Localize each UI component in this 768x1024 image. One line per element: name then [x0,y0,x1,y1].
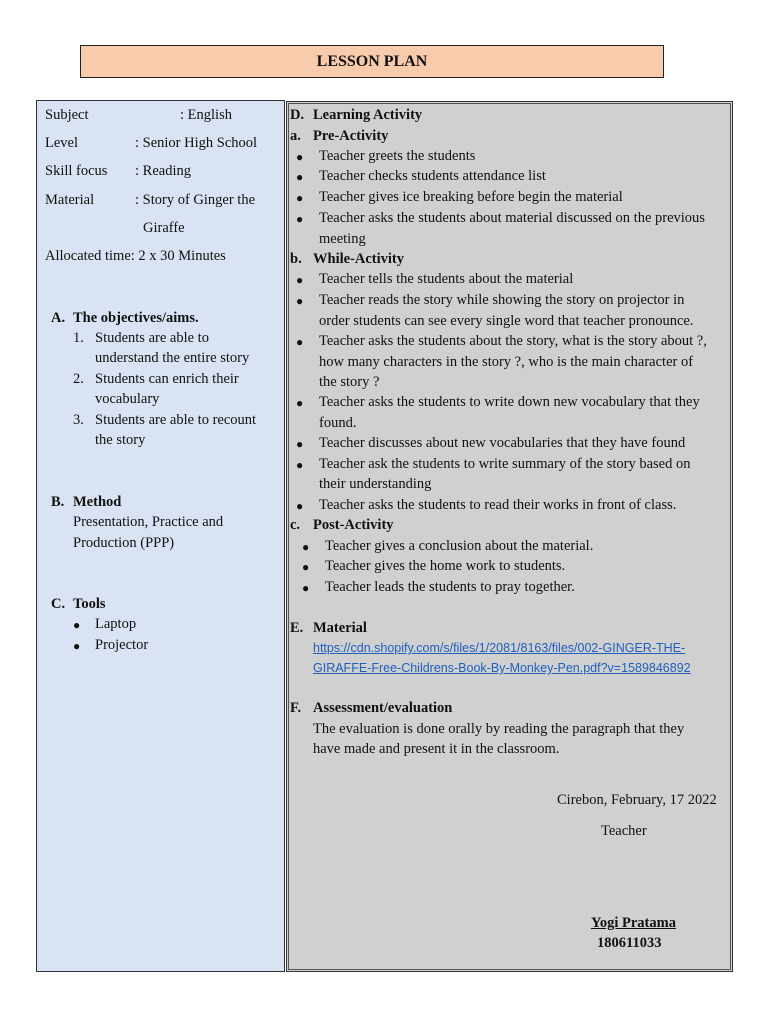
left-column [36,100,285,972]
teacher-id: 180611033 [597,935,662,951]
activity-item-cont: found. [319,415,357,431]
activity-item-cont: order students can see every single word that teacher pronounce. [319,313,694,329]
activity-item: Teacher tells the students about the material [319,271,574,287]
pre-activity-heading: Pre-Activity [313,128,389,144]
learning-letter: D. [290,107,305,123]
tool-item: Projector [95,637,149,653]
bullet-icon: ● [296,150,304,164]
objective-text: the story [95,432,146,448]
activity-item: Teacher gives the home work to students. [325,558,566,574]
bullet-icon: ● [296,499,304,513]
while-activity-letter: b. [290,251,302,267]
material-label: Material [45,192,95,208]
allocated-time: Allocated time: 2 x 30 Minutes [45,248,226,264]
subject-value: : English [180,107,232,123]
post-activity-letter: c. [290,517,301,533]
activity-item: Teacher greets the students [319,148,476,164]
objective-text: vocabulary [95,391,160,407]
assessment-letter: F. [290,700,302,716]
objective-text: Students can enrich their [95,371,239,387]
right-column [286,101,733,972]
activity-item: Teacher gives ice breaking before begin the material [319,189,623,205]
activity-item: Teacher reads the story while showing the story on projector in [319,292,685,308]
objectives-heading: The objectives/aims. [73,310,199,326]
page-title: LESSON PLAN [80,45,664,78]
activity-item: Teacher asks the students to write down new vocabulary that they [319,394,700,410]
tools-letter: C. [51,596,66,612]
activity-item: Teacher asks the students about material discussed on the previous [319,210,705,226]
teacher-name: Yogi Pratama [591,915,676,931]
tool-item: Laptop [95,616,137,632]
learning-heading: Learning Activity [313,107,423,123]
assessment-heading: Assessment/evaluation [313,700,453,716]
activity-item: Teacher leads the students to pray together. [325,579,575,595]
bullet-icon: ● [296,273,304,287]
bullet-icon: ● [73,618,81,632]
post-activity-heading: Post-Activity [313,517,394,533]
material-section-heading: Material [313,620,367,636]
method-text: Presentation, Practice and [73,514,224,530]
bullet-icon: ● [302,540,310,554]
place-date: Cirebon, February, 17 2022 [557,792,717,808]
material-link-cont[interactable]: GIRAFFE-Free-Childrens-Book-By-Monkey-Pen.pdf?v=1589846892 [313,661,691,675]
bullet-icon: ● [302,581,310,595]
skill-value: : Reading [135,163,191,179]
signature-role: Teacher [601,823,647,839]
tools-heading: Tools [73,596,106,612]
method-text: Production (PPP) [73,535,175,551]
assessment-text: have made and present it in the classroom. [313,741,560,757]
activity-item-cont: the story ? [319,374,380,390]
activity-item: Teacher checks students attendance list [319,168,546,184]
method-letter: B. [51,494,65,510]
bullet-icon: ● [296,294,304,308]
objective-num: 1. [73,330,84,346]
activity-item: Teacher discusses about new vocabularies that they have found [319,435,686,451]
material-value: : Story of Ginger the [135,192,256,208]
objective-num: 3. [73,412,84,428]
subject-label: Subject [45,107,89,123]
pre-activity-letter: a. [290,128,301,144]
activity-item-cont: their understanding [319,476,432,492]
method-heading: Method [73,494,122,510]
activity-item: Teacher asks the students to read their works in front of class. [319,497,677,513]
bullet-icon: ● [296,437,304,451]
material-link[interactable]: https://cdn.shopify.com/s/files/1/2081/8163/files/002-GINGER-THE- [313,641,686,655]
bullet-icon: ● [296,191,304,205]
skill-label: Skill focus [45,163,108,179]
activity-item: Teacher gives a conclusion about the material. [325,538,594,554]
material-value-cont: Giraffe [143,220,185,236]
while-activity-heading: While-Activity [313,251,405,267]
bullet-icon: ● [296,458,304,472]
activity-item: Teacher ask the students to write summary of the story based on [319,456,691,472]
bullet-icon: ● [302,560,310,574]
material-section-letter: E. [290,620,304,636]
activity-item: Teacher asks the students about the story, what is the story about ?, [319,333,707,349]
objective-text: Students are able to recount [95,412,257,428]
bullet-icon: ● [296,170,304,184]
bullet-icon: ● [73,639,81,653]
objective-text: Students are able to [95,330,209,346]
objectives-letter: A. [51,310,66,326]
bullet-icon: ● [296,335,304,349]
activity-item-cont: meeting [319,231,366,247]
activity-item-cont: how many characters in the story ?, who is the main character of [319,354,694,370]
level-label: Level [45,135,79,151]
objective-text: understand the entire story [95,350,250,366]
bullet-icon: ● [296,212,304,226]
assessment-text: The evaluation is done orally by reading the paragraph that they [313,721,685,737]
bullet-icon: ● [296,396,304,410]
objective-num: 2. [73,371,84,387]
level-value: : Senior High School [135,135,258,151]
